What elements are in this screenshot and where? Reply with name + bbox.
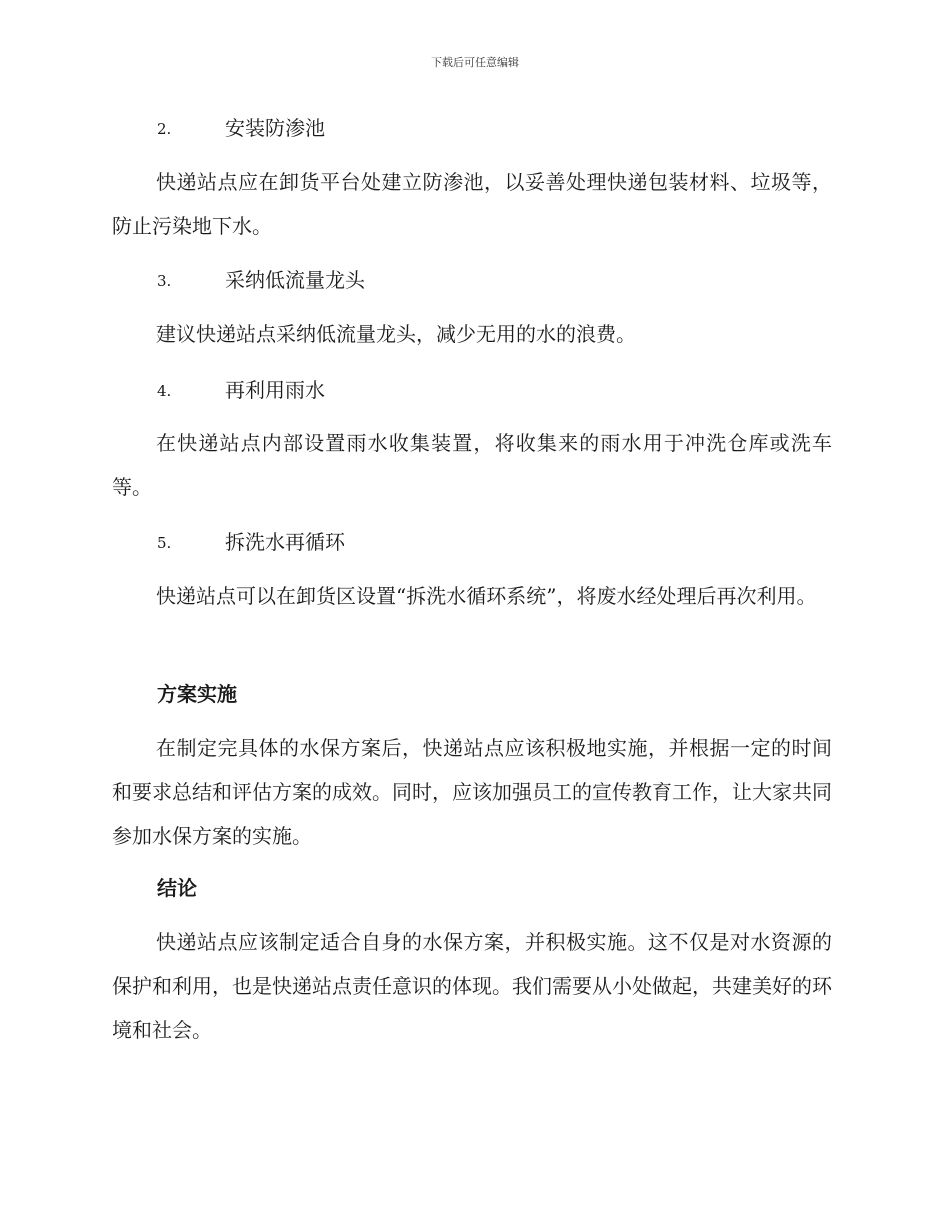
list-item-number: 2.	[157, 120, 172, 138]
list-item-number: 5.	[157, 534, 172, 552]
section-paragraph: 在制定完具体的水保方案后，快递站点应该积极地实施，并根据一定的时间和要求总结和评估方案的成效。同时，应该加强员工的宣传教育工作，让大家共同参加水保方案的实施。	[112, 736, 832, 848]
list-item-heading	[157, 266, 365, 295]
list-item-title: 拆洗水再循环	[225, 530, 345, 554]
list-item-number: 3.	[157, 272, 172, 290]
section-paragraph: 快递站点应该制定适合自身的水保方案，并积极实施。这不仅是对水资源的保护和利用，也是快递站点责任意识的体现。我们需要从小处做起，共建美好的环境和社会。	[112, 930, 832, 1042]
list-item-title: 再利用雨水	[225, 378, 325, 402]
section-heading: 方案实施	[157, 682, 237, 706]
section-heading: 结论	[157, 876, 197, 900]
list-item-heading	[157, 376, 325, 405]
list-item-title: 安装防渗池	[225, 116, 325, 140]
list-item-paragraph: 在快递站点内部设置雨水收集装置，将收集来的雨水用于冲洗仓库或洗车等。	[112, 431, 832, 499]
list-item-heading	[157, 114, 325, 143]
list-item-heading	[157, 528, 345, 557]
list-item-paragraph: 快递站点应在卸货平台处建立防渗池，以妥善处理快递包装材料、垃圾等，防止污染地下水。	[112, 170, 832, 238]
list-item-paragraph: 快递站点可以在卸货区设置“拆洗水循环系统”，将废水经处理后再次利用。	[156, 584, 817, 608]
page-header: 下载后可任意编辑	[431, 56, 519, 69]
list-item-paragraph: 建议快递站点采纳低流量龙头，减少无用的水的浪费。	[156, 322, 636, 346]
list-item-number: 4.	[157, 382, 172, 400]
list-item-title: 采纳低流量龙头	[225, 268, 365, 292]
